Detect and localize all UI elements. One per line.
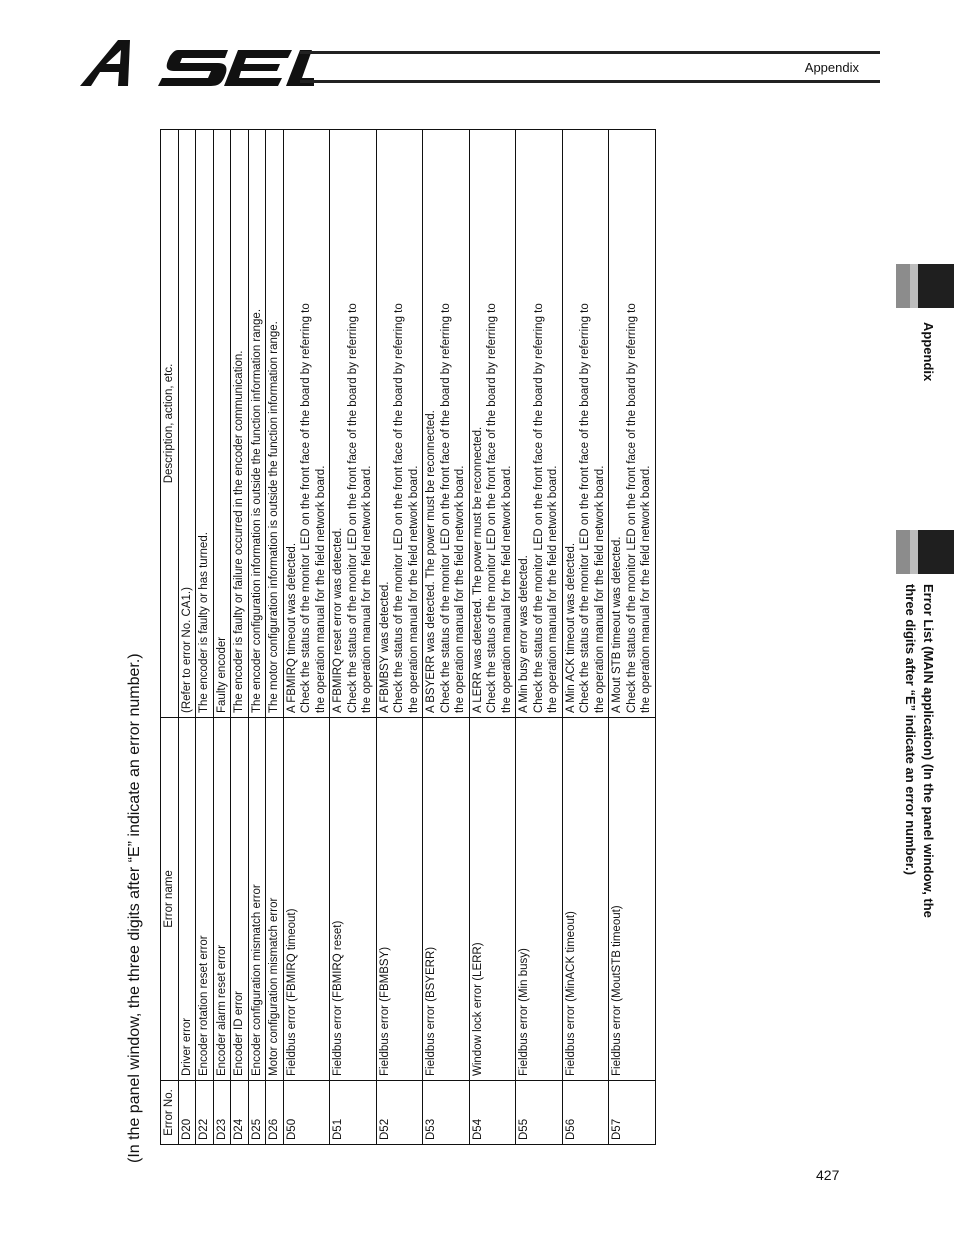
description-line: A FBMBSY was detected. — [378, 581, 391, 713]
description-line: A FBMIRQ reset error was detected. — [332, 527, 344, 713]
error-description-cell — [178, 130, 196, 718]
description-line: The encoder configuration information is outside the function information range. — [250, 308, 263, 713]
side-tab-appendix-label: Appendix — [921, 322, 936, 382]
side-tab-error-list-line1: Error List (MAIN application) (In the panel window, the — [921, 584, 936, 918]
error-description-cell — [330, 130, 377, 718]
description-line: Check the status of the monitor LED on the front face of the board by referring to — [300, 303, 312, 713]
error-description-cell — [609, 130, 656, 718]
table-row — [562, 130, 609, 1145]
error-description-cell — [266, 130, 284, 718]
error-description-cell — [283, 130, 330, 718]
error-number-cell: D57 — [609, 1081, 656, 1145]
description-line: the operation manual for the field network board. — [314, 465, 327, 713]
error-name-cell: Fieldbus error (FBMBSY) — [376, 718, 423, 1081]
description-line: the operation manual for the field network board. — [547, 465, 559, 713]
description-line: the operation manual for the field network board. — [593, 465, 606, 713]
description-line: A Min busy error was detected. — [518, 555, 530, 713]
error-name-cell: Window lock error (LERR) — [469, 718, 516, 1081]
description-line: The encoder is faulty or failure occurred in the encoder communication. — [233, 350, 245, 713]
table-row — [266, 130, 284, 1145]
table-row — [423, 130, 470, 1145]
table-row — [469, 130, 516, 1145]
error-name-cell: Fieldbus error (BSYERR) — [423, 718, 470, 1081]
error-name-cell: Fieldbus error (FBMIRQ reset) — [330, 718, 377, 1081]
error-number-cell: D53 — [423, 1081, 470, 1145]
error-description-cell — [516, 130, 563, 718]
error-number-cell: D23 — [213, 1081, 231, 1145]
description-line: A Mout STB timeout was detected. — [611, 536, 623, 713]
description-line: (Refer to error No. CA1.) — [180, 587, 193, 713]
error-name-cell: Fieldbus error (FBMIRQ timeout) — [283, 718, 330, 1081]
description-line: Faulty encoder — [215, 636, 228, 713]
error-name-cell: Encoder alarm reset error — [213, 718, 231, 1081]
table-row — [213, 130, 231, 1145]
table-row — [248, 130, 266, 1145]
description-line: the operation manual for the field network board. — [361, 465, 373, 713]
header-description: Description, action, etc. — [161, 130, 179, 718]
description-line: A BSYERR was detected. The power must be reconnected. — [425, 410, 437, 713]
description-line: A LERR was detected. The power must be reconnected. — [471, 426, 484, 713]
description-line: Check the status of the monitor LED on the front face of the board by referring to — [579, 303, 591, 713]
error-number-cell: D25 — [248, 1081, 266, 1145]
description-line: Check the status of the monitor LED on the front face of the board by referring to — [625, 303, 638, 713]
error-description-cell — [248, 130, 266, 718]
error-description-cell — [562, 130, 609, 718]
description-line: A Min ACK timeout was detected. — [564, 542, 577, 713]
table-row — [231, 130, 249, 1145]
description-line: the operation manual for the field network board. — [454, 465, 466, 713]
table-row — [178, 130, 196, 1145]
error-number-cell: D52 — [376, 1081, 423, 1145]
table-caption: (In the panel window, the three digits after “E” indicate an error number.) — [126, 653, 143, 1163]
error-number-cell: D20 — [178, 1081, 196, 1145]
header-error-no: Error No. — [161, 1081, 179, 1145]
error-name-cell: Fieldbus error (MoutSTB timeout) — [609, 718, 656, 1081]
description-line: Check the status of the monitor LED on the front face of the board by referring to — [486, 303, 498, 713]
error-description-cell — [469, 130, 516, 718]
description-line: The encoder is faulty or has turned. — [198, 532, 210, 713]
error-number-cell: D26 — [266, 1081, 284, 1145]
table-row — [196, 130, 214, 1145]
error-number-cell: D54 — [469, 1081, 516, 1145]
page-number: 427 — [816, 1167, 840, 1183]
table-row — [376, 130, 423, 1145]
table-row — [283, 130, 330, 1145]
error-number-cell: D50 — [283, 1081, 330, 1145]
table-header-row — [161, 130, 179, 1145]
header-error-name: Error name — [161, 718, 179, 1081]
error-description-cell — [376, 130, 423, 718]
description-line: Check the status of the monitor LED on the front face of the board by referring to — [346, 303, 359, 713]
description-line: the operation manual for the field network board. — [407, 465, 420, 713]
error-number-cell: D51 — [330, 1081, 377, 1145]
error-name-cell: Fieldbus error (Min busy) — [516, 718, 563, 1081]
error-name-cell: Encoder configuration mismatch error — [248, 718, 266, 1081]
table-row — [516, 130, 563, 1145]
error-description-cell — [231, 130, 249, 718]
table-row — [609, 130, 656, 1145]
error-name-cell: Fieldbus error (MinACK timeout) — [562, 718, 609, 1081]
error-number-cell: D56 — [562, 1081, 609, 1145]
error-name-cell: Encoder ID error — [231, 718, 249, 1081]
header-section-label: Appendix — [804, 60, 859, 75]
error-table — [160, 129, 656, 1145]
side-tab-error-list-line2: three digits after “E” indicate an error number.) — [903, 584, 918, 876]
error-number-cell: D22 — [196, 1081, 214, 1145]
description-line: The motor configuration information is outside the function information range. — [268, 321, 280, 713]
description-line: Check the status of the monitor LED on the front face of the board by referring to — [393, 303, 405, 713]
description-line: Check the status of the monitor LED on the front face of the board by referring to — [532, 303, 545, 713]
description-line: A FBMIRQ timeout was detected. — [285, 542, 298, 713]
error-number-cell: D24 — [231, 1081, 249, 1145]
error-description-cell — [213, 130, 231, 718]
error-description-cell — [423, 130, 470, 718]
description-line: the operation manual for the field network board. — [500, 465, 513, 713]
description-line: the operation manual for the field network board. — [640, 465, 652, 713]
error-number-cell: D55 — [516, 1081, 563, 1145]
error-name-cell: Encoder rotation reset error — [196, 718, 214, 1081]
error-description-cell — [196, 130, 214, 718]
table-row — [330, 130, 377, 1145]
description-line: Check the status of the monitor LED on the front face of the board by referring to — [439, 303, 452, 713]
error-name-cell: Driver error — [178, 718, 196, 1081]
error-name-cell: Motor configuration mismatch error — [266, 718, 284, 1081]
